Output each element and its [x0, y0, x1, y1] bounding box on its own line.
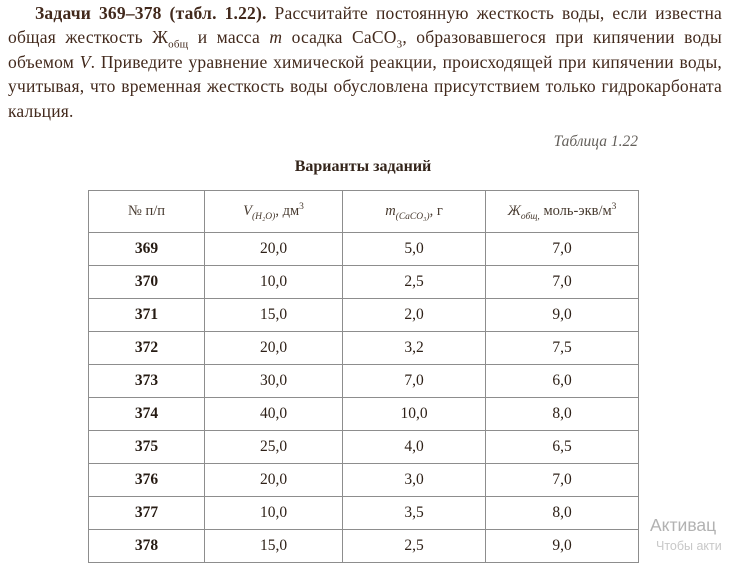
cell-task-number: 371: [89, 299, 205, 332]
cell-caco3-mass: 4,0: [343, 431, 486, 464]
cell-water-volume: 30,0: [205, 365, 343, 398]
variants-table: [88, 190, 639, 563]
cell-caco3-mass: 2,5: [343, 266, 486, 299]
cell-caco3-mass: 2,0: [343, 299, 486, 332]
cell-total-hardness: 7,0: [486, 266, 639, 299]
cell-caco3-mass: 3,5: [343, 497, 486, 530]
statement-text-1: Рассчитайте постоянную жесткость воды, если известна общая жесткость Ж: [8, 3, 722, 48]
table-row: [89, 266, 639, 299]
cell-task-number: 372: [89, 332, 205, 365]
cell-water-volume: 15,0: [205, 530, 343, 563]
cell-task-number: 374: [89, 398, 205, 431]
cell-water-volume: 10,0: [205, 497, 343, 530]
cell-caco3-mass: 3,2: [343, 332, 486, 365]
mass-subscript: (CaCO₃): [395, 211, 430, 222]
cell-total-hardness: 7,5: [486, 332, 639, 365]
mass-symbol: m: [269, 27, 283, 48]
col-header-caco3-mass: [343, 191, 486, 233]
windows-activation-watermark-subtext: Чтобы акти: [656, 539, 722, 553]
hardness-subscript: общ: [168, 38, 189, 51]
cell-total-hardness: 6,0: [486, 365, 639, 398]
problem-title: Задачи 369–378 (табл. 1.22).: [35, 3, 267, 23]
cell-water-volume: 20,0: [205, 233, 343, 266]
col-header-total-hardness: [486, 191, 639, 233]
col-header-water-volume: [205, 191, 343, 233]
table-row: [89, 530, 639, 563]
cell-water-volume: 15,0: [205, 299, 343, 332]
cell-task-number: 378: [89, 530, 205, 563]
problem-statement: [8, 1, 722, 123]
table-row: [89, 464, 639, 497]
cell-task-number: 373: [89, 365, 205, 398]
table-row: [89, 398, 639, 431]
table-row: [89, 299, 639, 332]
statement-text-2: и масса: [188, 27, 270, 48]
cell-water-volume: 40,0: [205, 398, 343, 431]
table-caption: Таблица 1.22: [553, 133, 638, 150]
cell-caco3-mass: 2,5: [343, 530, 486, 563]
statement-text-5: . Приведите уравнение химической реакции, происходящей при кипячении воды, учитывая, что временная жесткость воды обусловлена присутствием только гидрокарбоната кальция.: [8, 51, 722, 121]
cell-caco3-mass: 3,0: [343, 464, 486, 497]
mass-unit: , г: [429, 203, 443, 219]
col-header-task-number: № п/п: [89, 191, 205, 233]
cell-caco3-mass: 7,0: [343, 365, 486, 398]
cell-water-volume: 25,0: [205, 431, 343, 464]
cell-task-number: 377: [89, 497, 205, 530]
cell-task-number: 370: [89, 266, 205, 299]
cell-total-hardness: 7,0: [486, 233, 639, 266]
cell-total-hardness: 8,0: [486, 398, 639, 431]
table-row: [89, 233, 639, 266]
table-row: [89, 365, 639, 398]
cell-caco3-mass: 5,0: [343, 233, 486, 266]
table-title: Варианты заданий: [294, 158, 432, 175]
cell-task-number: 369: [89, 233, 205, 266]
volume-symbol: V: [243, 203, 252, 219]
mass-symbol: m: [385, 203, 396, 219]
cell-total-hardness: 9,0: [486, 299, 639, 332]
table-row: [89, 332, 639, 365]
table-row: [89, 497, 639, 530]
caco3-subscript: 3: [396, 38, 403, 51]
statement-text-3: осадка CaCO: [282, 27, 397, 48]
cell-total-hardness: 9,0: [486, 530, 639, 563]
cell-water-volume: 10,0: [205, 266, 343, 299]
windows-activation-watermark: Активац: [650, 515, 717, 535]
volume-unit-exponent: 3: [299, 202, 304, 213]
volume-symbol: V: [79, 51, 91, 72]
volume-subscript: (H₂O): [251, 211, 276, 222]
cell-task-number: 375: [89, 431, 205, 464]
hardness-subscript: общ,: [520, 211, 540, 222]
cell-task-number: 376: [89, 464, 205, 497]
cell-total-hardness: 8,0: [486, 497, 639, 530]
table-body: [89, 233, 639, 563]
cell-caco3-mass: 10,0: [343, 398, 486, 431]
cell-water-volume: 20,0: [205, 332, 343, 365]
volume-unit: , дм: [275, 203, 300, 219]
cell-total-hardness: 6,5: [486, 431, 639, 464]
hardness-unit-exponent: 3: [611, 202, 617, 213]
table-header-row: [89, 191, 639, 233]
hardness-symbol: Ж: [507, 203, 521, 219]
table-row: [89, 431, 639, 464]
cell-total-hardness: 7,0: [486, 464, 639, 497]
hardness-unit: моль-экв/м: [539, 203, 612, 219]
statement-text-4: , образовавшегося при кипячении воды объемом: [8, 27, 722, 72]
cell-water-volume: 20,0: [205, 464, 343, 497]
